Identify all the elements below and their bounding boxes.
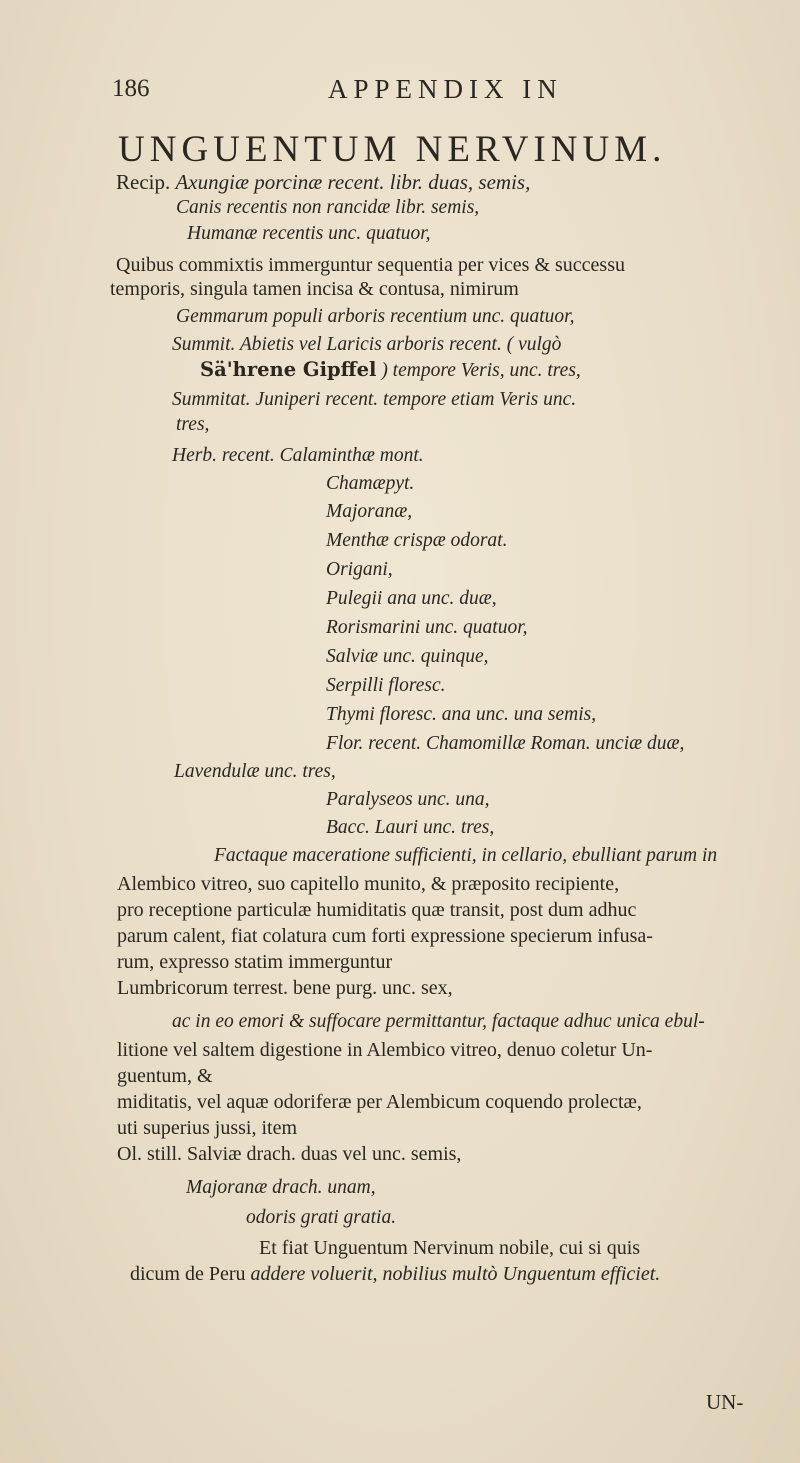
catchword: UN- [706,1390,744,1414]
recipe-line: ac in eo emori & suffocare permittantur, factaque adhuc unica ebul- [172,1011,705,1032]
recipe-line: Menthæ crispæ odorat. [326,530,508,551]
body-line: uti superius jussi, item [117,1117,297,1139]
recipe-line: Flor. recent. Chamomillæ Roman. unciæ duæ, [326,733,685,754]
recipe-line: Rorismarini unc. quatuor, [326,617,528,638]
body-line: pro receptione particulæ humiditatis quæ transit, post dum adhuc [117,899,637,921]
recipe-line: odoris grati gratia. [246,1207,397,1228]
recipe-line: Chamæpyt. [326,473,415,494]
recipe-line: Origani, [326,559,393,580]
recipe-line: Canis recentis non rancidæ libr. semis, [176,197,480,218]
page-number: 186 [112,75,150,102]
recipe-line: Paralyseos unc. una, [326,789,490,810]
recipe-line: Recip. Axungiæ porcinæ recent. libr. duas, semis, [116,170,531,194]
recipe-line: Summitat. Juniperi recent. tempore etiam Veris unc. [172,389,577,410]
body-line: rum, expresso statim immerguntur [117,951,393,973]
recipe-line: Summit. Abietis vel Laricis arboris recent. ( vulgò [172,334,562,355]
body-line: Quibus commixtis immerguntur sequentia per vices & successu [116,254,625,276]
recipe-line: Salviæ unc. quinque, [326,646,489,667]
recipe-title: UNGUENTUM NERVINUM. [118,129,667,170]
body-line: parum calent, fiat colatura cum forti expressione specierum infusa- [117,925,653,947]
running-head: APPENDIX IN [328,74,563,104]
body-line: Ol. still. Salviæ drach. duas vel unc. semis, [117,1143,462,1165]
body-line: miditatis, vel aquæ odoriferæ per Alembicum coquendo prolectæ, [117,1091,642,1113]
recipe-line: Sä'hrene Gipffel ) tempore Veris, unc. tres, [200,358,581,381]
recipe-line: Majoranæ, [326,501,413,522]
recipe-line: Lavendulæ unc. tres, [174,761,336,782]
recipe-line: Bacc. Lauri unc. tres, [326,817,495,838]
body-line: Alembico vitreo, suo capitello munito, & præposito recipiente, [117,873,620,895]
body-line: guentum, & [117,1065,213,1087]
recipe-line: tres, [176,414,210,435]
recipe-line: Pulegii ana unc. duæ, [326,588,497,609]
recipe-line: Gemmarum populi arboris recentium unc. quatuor, [176,306,575,327]
recipe-line: Herb. recent. Calaminthæ mont. [172,445,424,466]
body-line: Lumbricorum terrest. bene purg. unc. sex, [117,977,453,999]
recipe-line: Humanæ recentis unc. quatuor, [187,223,431,244]
recipe-line: Thymi floresc. ana unc. una semis, [326,704,597,725]
body-line: litione vel saltem digestione in Alembico vitreo, denuo coletur Un- [117,1039,653,1061]
recipe-line: Factaque maceratione sufficienti, in cellario, ebulliant parum in [214,845,718,866]
recipe-line: Serpilli floresc. [326,675,446,696]
body-line: temporis, singula tamen incisa & contusa, nimirum [110,278,519,300]
recipe-line: Majoranæ drach. unam, [186,1177,376,1198]
body-line: dicum de Peru addere voluerit, nobilius multò Unguentum efficiet. [130,1263,661,1285]
body-line: Et fiat Unguentum Nervinum nobile, cui si quis [259,1237,641,1259]
